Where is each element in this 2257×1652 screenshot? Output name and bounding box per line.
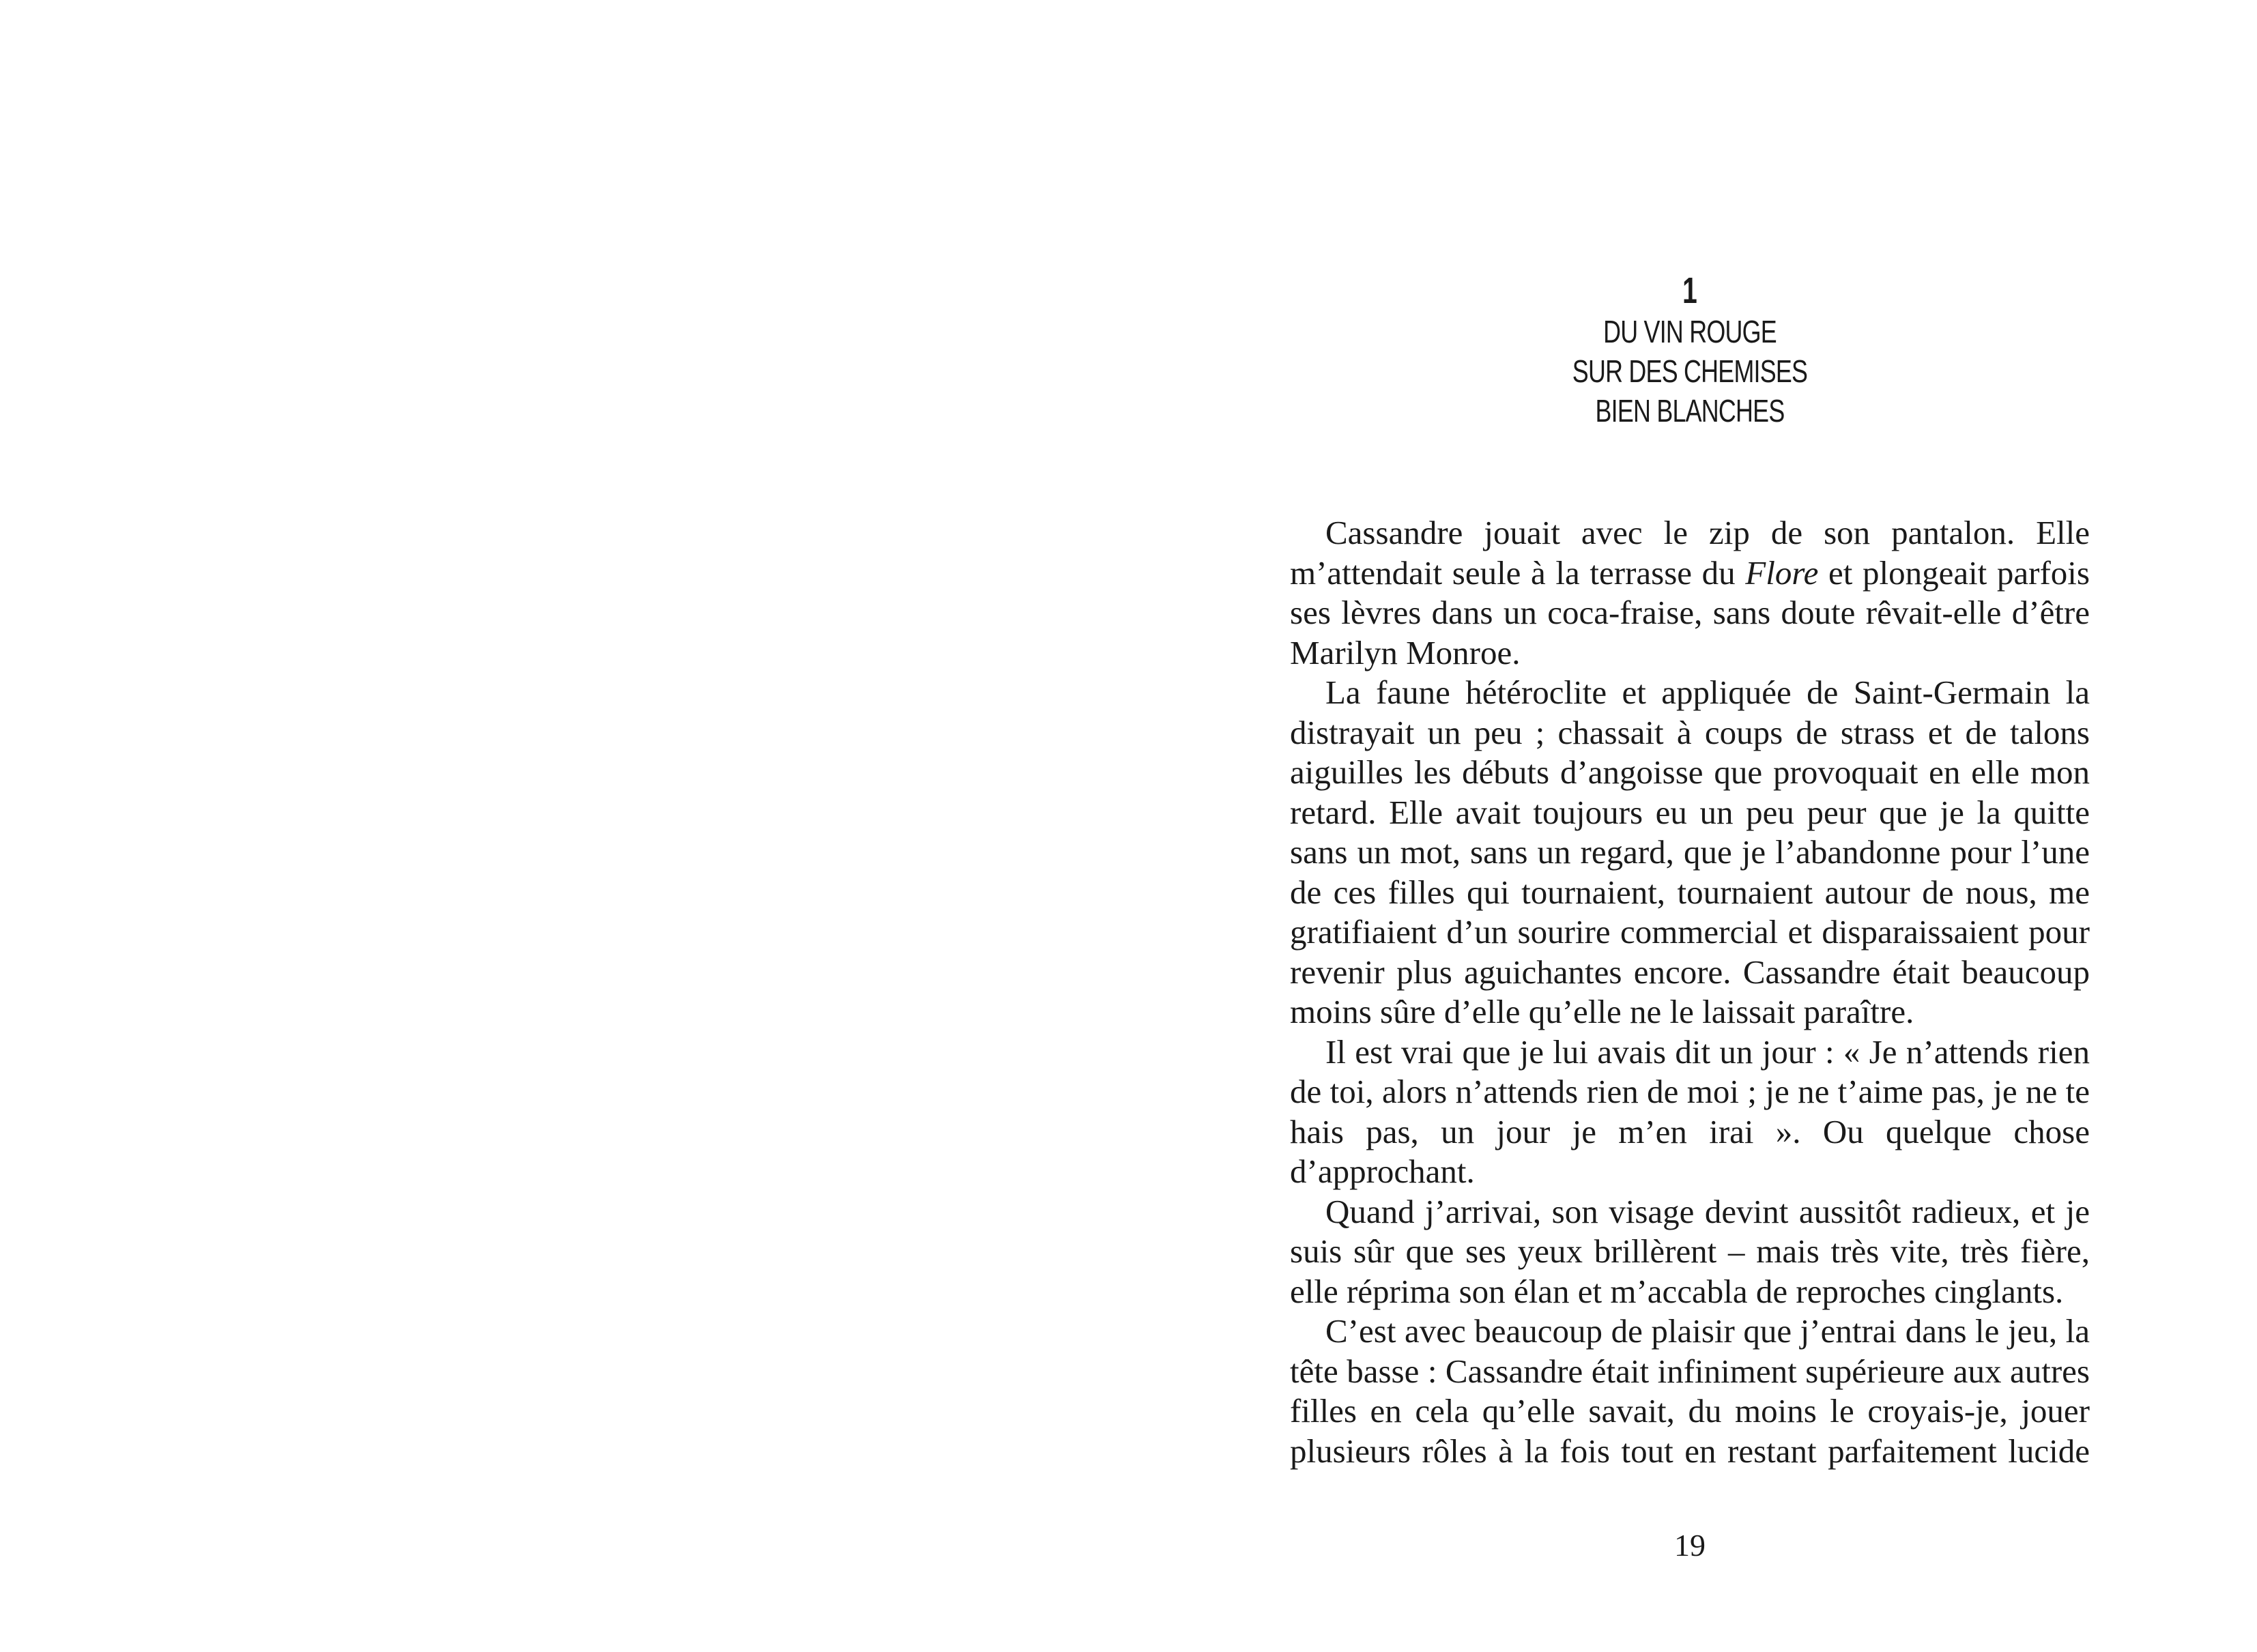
chapter-heading bbox=[1471, 270, 1908, 431]
paragraph-1-text-b: et plongeait parfois ses lèvres dans un coca-fraise, sans doute rêvait-elle d’être Marilyn Monroe. bbox=[1290, 553, 2090, 671]
chapter-title-line-3: BIEN BLANCHES bbox=[1595, 393, 1785, 429]
page-number: 19 bbox=[1674, 1528, 1706, 1563]
paragraph-1-italic-place: Flore bbox=[1745, 553, 1819, 592]
paragraph-1 bbox=[1290, 513, 2090, 673]
chapter-title-line-2: SUR DES CHEMISES bbox=[1572, 353, 1808, 389]
chapter-body-text bbox=[1290, 513, 2090, 1471]
chapter-number: 1 bbox=[1682, 270, 1697, 311]
paragraph-1-text-a: Cassandre jouait avec le zip de son pantalon. Elle m’attendait seule à la terrasse du bbox=[1290, 514, 2090, 592]
paragraph-5: C’est avec beaucoup de plaisir que j’entrai dans le jeu, la tête basse : Cassandre était infiniment supérieure aux autres filles en cela qu’elle savait, du moins le croyais-je, jouer plusieurs rôles à la fois tout en restant parfaitement lucide bbox=[1290, 1312, 2090, 1470]
left-page-blank bbox=[0, 0, 1128, 1652]
paragraph-3: Il est vrai que je lui avais dit un jour : « Je n’attends rien de toi, alors n’attends rien de moi ; je ne t’aime pas, je ne te hais pas, un jour je m’en irai ». Ou quelque chose d’approchant. bbox=[1290, 1032, 2090, 1190]
paragraph-2: La faune hétéroclite et appliquée de Saint-Germain la distrayait un peu ; chassait à coups de strass et de talons aiguilles les débuts d’angoisse que provoquait en elle mon retard. Elle avait toujours eu un peu peur que je la quitte sans un mot, sans un regard, que je l’abandonne pour l’une de ces filles qui tournaient, tournaient autour de nous, me gratifiaient d’un sourire commercial et disparaissaient pour revenir plus aguichantes encore. Cassandre était beaucoup moins sûre d’elle qu’elle ne le laissait paraître. bbox=[1290, 673, 2090, 1030]
paragraph-4: Quand j’arrivai, son visage devint aussitôt radieux, et je suis sûr que ses yeux brillèrent – mais très vite, très fière, elle réprima son élan et m’accabla de reproches cinglants. bbox=[1290, 1192, 2090, 1310]
chapter-title-line-1: DU VIN ROUGE bbox=[1603, 314, 1777, 349]
